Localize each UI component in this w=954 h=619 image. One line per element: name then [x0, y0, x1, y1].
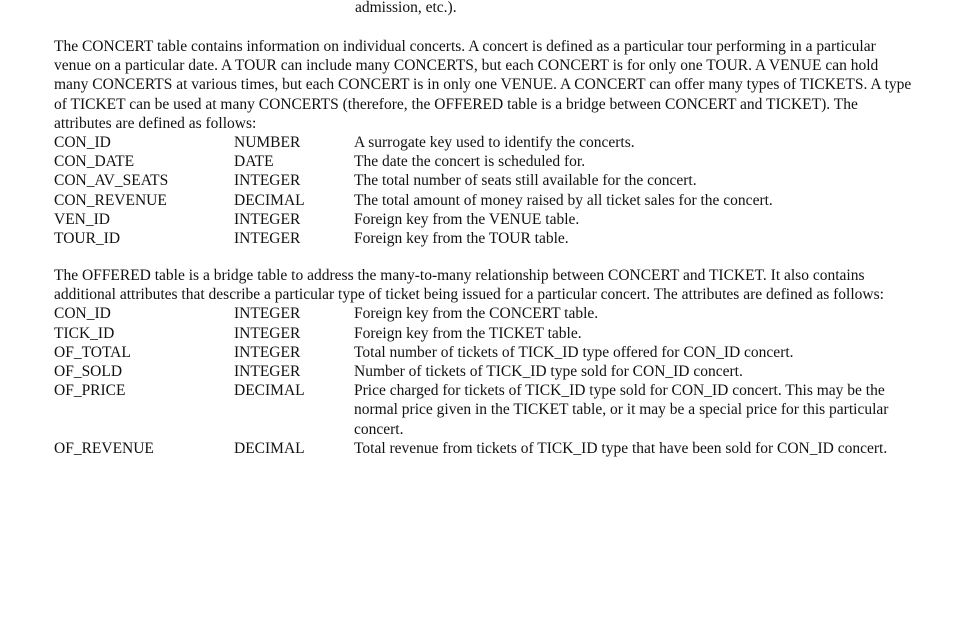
- attribute-row: [54, 304, 914, 323]
- attribute-type: INTEGER: [234, 230, 301, 248]
- concert-intro-paragraph: The CONCERT table contains information on individual concerts. A concert is defined as a particular tour performing in a particular venue on a particular date. A TOUR can include many CONCERTS, but each CONCERT is for only one TOUR. A VENUE can hold many CONCERTS at various times, but each CONCERT is in only one VENUE. A CONCERT can offer many types of TICKETS. A type of TICKET can be used at many CONCERTS (therefore, the OFFERED table is a bridge between CONCERT and TICKET). The attributes are defined as follows:: [54, 38, 912, 132]
- attribute-name: VEN_ID: [54, 210, 110, 228]
- attribute-name: CON_ID: [54, 305, 111, 323]
- attribute-name: CON_REVENUE: [54, 191, 167, 209]
- attribute-row: [54, 171, 914, 190]
- attribute-type: INTEGER: [234, 172, 301, 190]
- attribute-row: [54, 133, 914, 152]
- offered-section: [54, 266, 914, 458]
- attribute-type: DECIMAL: [234, 191, 305, 209]
- attribute-type: INTEGER: [234, 305, 301, 323]
- attribute-name: OF_PRICE: [54, 382, 126, 400]
- attribute-name: CON_ID: [54, 134, 111, 152]
- attribute-name: OF_TOTAL: [54, 343, 131, 361]
- attribute-row: [54, 191, 914, 210]
- attribute-name: TOUR_ID: [54, 230, 121, 248]
- previous-paragraph-fragment: admission, etc.).: [355, 0, 457, 16]
- attribute-description: Foreign key from the TOUR table.: [354, 230, 569, 248]
- attribute-row: [54, 152, 914, 171]
- attribute-description: The total amount of money raised by all ticket sales for the concert.: [354, 191, 773, 209]
- attribute-row: [54, 210, 914, 229]
- concert-attributes-table: [54, 133, 914, 248]
- attribute-type: INTEGER: [234, 363, 301, 381]
- attribute-row: [54, 439, 914, 458]
- attribute-type: NUMBER: [234, 134, 301, 152]
- attribute-type: DATE: [234, 153, 274, 171]
- attribute-description: Foreign key from the TICKET table.: [354, 324, 582, 342]
- attribute-name: CON_AV_SEATS: [54, 172, 169, 190]
- offered-attributes-table: [54, 304, 914, 458]
- attribute-description: The total number of seats still available for the concert.: [354, 172, 697, 190]
- attribute-type: DECIMAL: [234, 439, 305, 457]
- attribute-name: OF_REVENUE: [54, 439, 154, 457]
- attribute-type: INTEGER: [234, 210, 301, 228]
- attribute-description: The date the concert is scheduled for.: [354, 153, 586, 171]
- attribute-name: OF_SOLD: [54, 363, 123, 381]
- attribute-type: INTEGER: [234, 324, 301, 342]
- attribute-description: Total number of tickets of TICK_ID type offered for CON_ID concert.: [354, 343, 794, 361]
- attribute-row: [54, 229, 914, 248]
- attribute-description: Total revenue from tickets of TICK_ID type that have been sold for CON_ID concert.: [354, 439, 888, 457]
- attribute-description: Foreign key from the VENUE table.: [354, 210, 580, 228]
- attribute-row: [54, 343, 914, 362]
- attribute-row: [54, 324, 914, 343]
- attribute-description: Number of tickets of TICK_ID type sold for CON_ID concert.: [354, 363, 743, 381]
- attribute-description: Price charged for tickets of TICK_ID type sold for CON_ID concert. This may be the normal price given in the TICKET table, or it may be a special price for this particular concert.: [354, 382, 889, 438]
- attribute-name: TICK_ID: [54, 324, 115, 342]
- attribute-name: CON_DATE: [54, 153, 135, 171]
- attribute-description: Foreign key from the CONCERT table.: [354, 305, 599, 323]
- attribute-type: DECIMAL: [234, 382, 305, 400]
- attribute-type: INTEGER: [234, 343, 301, 361]
- attribute-description: A surrogate key used to identify the concerts.: [354, 134, 635, 152]
- concert-section: [54, 37, 914, 248]
- offered-intro-paragraph: The OFFERED table is a bridge table to address the many-to-many relationship between CONCERT and TICKET. It also contains additional attributes that describe a particular type of ticket being issued for a particular concert. The attributes are defined as follows:: [54, 267, 884, 304]
- attribute-row: [54, 362, 914, 381]
- attribute-row: [54, 381, 914, 439]
